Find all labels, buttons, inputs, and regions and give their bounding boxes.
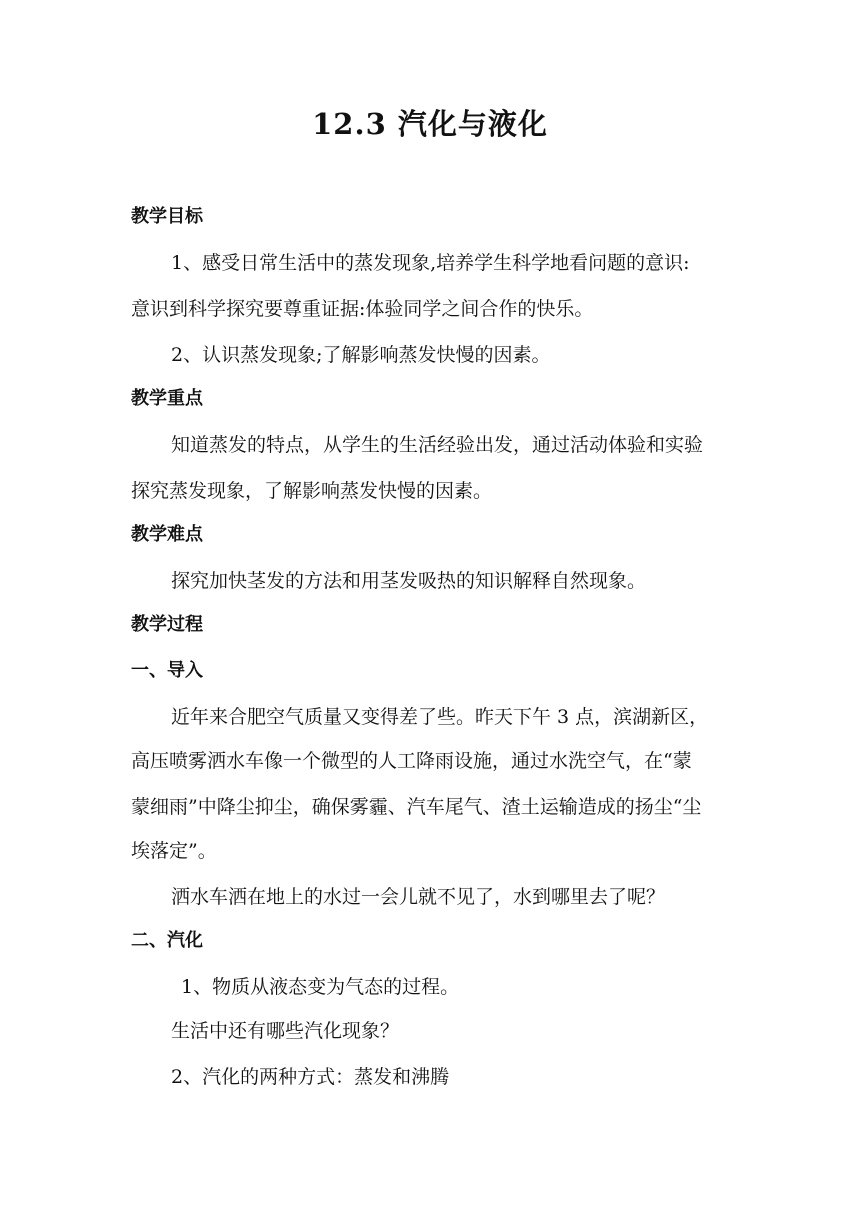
difficulties-line-1: 探究加快茎发的方法和用茎发吸热的知识解释自然现象。 [171,570,647,592]
intro-line-1: 近年来合肥空气质量又变得差了些。昨天下午 3 点，滨湖新区， [171,706,709,728]
goals-item-1-line-1: 1、感受日常生活中的蒸发现象,培养学生科学地看问题的意识: [171,252,690,274]
goals-item-1-line-2: 意识到科学探究要尊重证据:体验同学之间合作的快乐。 [131,298,594,320]
vaporization-heading: 二、汽化 [131,930,203,951]
key-points-heading: 教学重点 [131,388,203,409]
difficulties-heading: 教学难点 [131,524,203,545]
intro-heading: 一、导入 [131,660,203,681]
vaporization-line-3: 2、汽化的两种方式：蒸发和沸腾 [171,1066,450,1088]
vaporization-line-2: 生活中还有哪些汽化现象？ [171,1020,400,1042]
vaporization-line-1: 1、物质从液态变为气态的过程。 [181,976,460,998]
intro-line-3: 蒙细雨”中降尘抑尘，确保雾霾、汽车尾气、渣土运输造成的扬尘“尘 [131,796,702,818]
document-title: 12.3 汽化与液化 [312,107,548,141]
goals-item-2: 2、认识蒸发现象;了解影响蒸发快慢的因素。 [171,344,551,366]
key-points-line-2: 探究蒸发现象，了解影响蒸发快慢的因素。 [131,480,493,502]
intro-line-4: 埃落定”。 [131,840,217,862]
intro-line-2: 高压喷雾洒水车像一个微型的人工降雨设施，通过水洗空气，在“蒙 [131,750,692,772]
process-heading: 教学过程 [131,614,203,635]
intro-line-5: 洒水车洒在地上的水过一会儿就不见了，水到哪里去了呢？ [171,886,666,908]
goals-heading: 教学目标 [131,206,203,227]
key-points-line-1: 知道蒸发的特点，从学生的生活经验出发，通过活动体验和实验 [171,434,704,456]
